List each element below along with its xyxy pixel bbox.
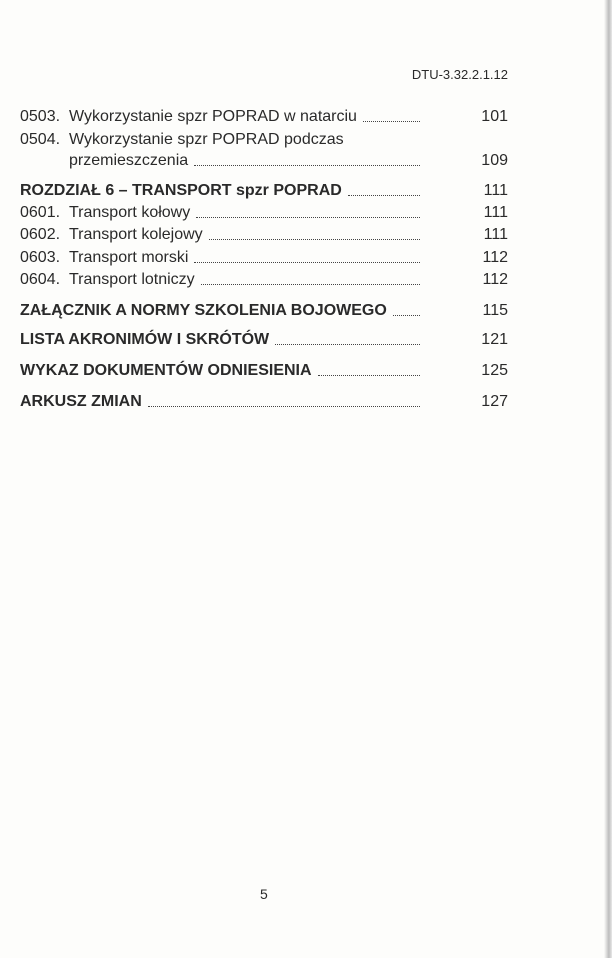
entry-title: ZAŁĄCZNIK A NORMY SZKOLENIA BOJOWEGO	[20, 302, 387, 319]
toc-entry-0603[interactable]	[20, 247, 508, 267]
entry-page: 112	[482, 249, 508, 266]
dot-leader	[363, 121, 420, 122]
toc-entry-0601[interactable]	[20, 202, 508, 222]
entry-number: 0601.	[20, 204, 61, 221]
entry-number: 0603.	[20, 249, 61, 266]
toc-entry-0504[interactable]	[20, 129, 508, 149]
dot-leader	[194, 165, 420, 166]
dot-leader	[275, 344, 420, 345]
entry-title: ROZDZIAŁ 6 – TRANSPORT spzr POPRAD	[20, 182, 342, 199]
entry-title: ARKUSZ ZMIAN	[20, 393, 142, 410]
document-code: DTU-3.32.2.1.12	[411, 67, 508, 82]
dot-leader	[318, 375, 420, 376]
entry-page: 109	[481, 152, 508, 169]
dot-leader	[148, 406, 420, 407]
dot-leader	[209, 239, 420, 240]
entry-page: 111	[483, 226, 508, 243]
entry-title: Transport kolejowy	[69, 226, 203, 243]
page-number: 5	[260, 886, 268, 902]
entry-title: Transport lotniczy	[69, 271, 195, 288]
toc-acronyms[interactable]	[20, 329, 508, 349]
toc-chapter-6[interactable]	[20, 180, 508, 200]
toc-entry-0504-cont[interactable]	[69, 150, 508, 170]
entry-page: 111	[483, 182, 508, 199]
dot-leader	[348, 195, 420, 196]
dot-leader	[201, 284, 420, 285]
entry-page: 125	[481, 362, 508, 379]
entry-page: 121	[481, 331, 508, 348]
entry-number: 0503.	[20, 108, 61, 125]
toc-annex-a[interactable]	[20, 300, 508, 320]
entry-title: Wykorzystanie spzr POPRAD w natarciu	[69, 108, 357, 125]
entry-page: 111	[483, 204, 508, 221]
dot-leader	[196, 217, 420, 218]
scan-edge-shadow	[604, 0, 612, 958]
toc-references[interactable]	[20, 360, 508, 380]
entry-title: Transport kołowy	[69, 204, 191, 221]
entry-page: 115	[482, 302, 508, 319]
entry-number: 0504.	[20, 131, 61, 148]
toc-entry-0602[interactable]	[20, 224, 508, 244]
entry-title: Wykorzystanie spzr POPRAD podczas	[69, 131, 344, 148]
entry-title-continuation: przemieszczenia	[69, 152, 189, 169]
toc-entry-0503[interactable]	[20, 106, 508, 126]
entry-title: LISTA AKRONIMÓW I SKRÓTÓW	[20, 331, 270, 348]
entry-page: 127	[481, 393, 508, 410]
entry-page: 112	[482, 271, 508, 288]
entry-page: 101	[481, 108, 508, 125]
dot-leader	[194, 262, 420, 263]
toc-change-sheet[interactable]	[20, 391, 508, 411]
entry-number: 0604.	[20, 271, 61, 288]
entry-number: 0602.	[20, 226, 61, 243]
toc-entry-0604[interactable]	[20, 269, 508, 289]
entry-title: WYKAZ DOKUMENTÓW ODNIESIENIA	[20, 362, 312, 379]
entry-title: Transport morski	[69, 249, 189, 266]
dot-leader	[393, 315, 420, 316]
